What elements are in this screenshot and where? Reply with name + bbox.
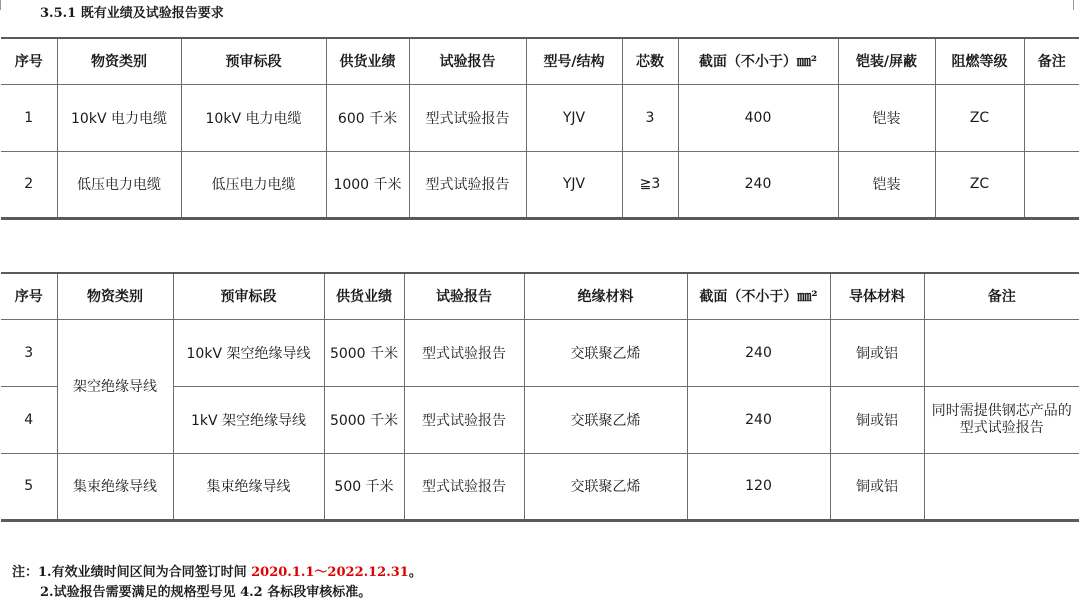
table-cell: 低压电力电缆 <box>57 151 181 218</box>
top-rule-tick-right <box>1073 0 1074 10</box>
table-cell <box>924 319 1079 386</box>
table-cell: 1 <box>1 84 57 151</box>
table1-header-cell: 芯数 <box>622 38 678 84</box>
table-cell: 型式试验报告 <box>409 84 526 151</box>
note-line-2: 2.试验报告需要满足的规格型号见 4.2 各标段审核标准。 <box>40 585 372 600</box>
table-row <box>1 84 1079 151</box>
table-performance-conductors <box>1 272 1079 522</box>
table-cell: ≧3 <box>622 151 678 218</box>
table-cell: 240 <box>687 386 830 453</box>
table2-header-cell: 序号 <box>1 273 57 319</box>
table2-header-cell: 试验报告 <box>404 273 524 319</box>
note-1-end: 。 <box>408 565 422 580</box>
table1-header-cell: 供货业绩 <box>326 38 409 84</box>
table-cell: 5000 千米 <box>324 319 404 386</box>
note-1-date-range: 2020.1.1～2022.12.31 <box>251 565 409 580</box>
table-cell <box>1024 151 1079 218</box>
table1-header-cell: 阻燃等级 <box>935 38 1024 84</box>
table-cell: ZC <box>935 84 1024 151</box>
table-cell <box>1024 84 1079 151</box>
table-cell: 3 <box>622 84 678 151</box>
table-cell: 集束绝缘导线 <box>173 453 324 520</box>
table-cell: 240 <box>687 319 830 386</box>
table-cell: 600 千米 <box>326 84 409 151</box>
table-cell: YJV <box>526 84 622 151</box>
table-cell: 2 <box>1 151 57 218</box>
table-cell: 型式试验报告 <box>404 319 524 386</box>
table-cell: 集束绝缘导线 <box>57 453 173 520</box>
table1-header-cell: 截面（不小于）㎜² <box>678 38 838 84</box>
table-cell: 铜或铝 <box>830 453 924 520</box>
note-1-text: 注：1.有效业绩时间区间为合同签订时间 <box>12 565 252 580</box>
table-row <box>1 319 1079 386</box>
remark-cell: 同时需提供钢芯产品的型式试验报告 <box>924 386 1079 453</box>
table-cell: 交联聚乙烯 <box>524 319 687 386</box>
table1-header-cell: 物资类别 <box>57 38 181 84</box>
table1-header-cell: 铠装/屏蔽 <box>838 38 935 84</box>
top-rule-tick-left <box>0 0 1 10</box>
table-cell: 低压电力电缆 <box>181 151 326 218</box>
table-cell: 400 <box>678 84 838 151</box>
section-heading: 3.5.1 既有业绩及试验报告要求 <box>40 6 224 21</box>
table-cell: 10kV 电力电缆 <box>181 84 326 151</box>
table1-header-cell: 试验报告 <box>409 38 526 84</box>
table1-header-cell: 预审标段 <box>181 38 326 84</box>
table2-header-cell: 截面（不小于）㎜² <box>687 273 830 319</box>
table1-header-cell: 型号/结构 <box>526 38 622 84</box>
table2-header-cell: 备注 <box>924 273 1079 319</box>
table-row <box>1 151 1079 218</box>
table-performance-cables <box>1 37 1079 220</box>
table-row <box>1 453 1079 520</box>
table-cell: 交联聚乙烯 <box>524 386 687 453</box>
table-cell <box>924 453 1079 520</box>
table-cell: 1kV 架空绝缘导线 <box>173 386 324 453</box>
table-cell: 5000 千米 <box>324 386 404 453</box>
table-cell: 3 <box>1 319 57 386</box>
table-cell: 500 千米 <box>324 453 404 520</box>
table1-header-cell: 序号 <box>1 38 57 84</box>
notes <box>12 563 422 603</box>
table2-header-cell: 供货业绩 <box>324 273 404 319</box>
table1-header-row <box>1 38 1079 84</box>
table-cell: 120 <box>687 453 830 520</box>
note-line-1 <box>12 563 422 583</box>
table2-header-cell: 导体材料 <box>830 273 924 319</box>
table-cell: 交联聚乙烯 <box>524 453 687 520</box>
table2-header-row <box>1 273 1079 319</box>
table-cell: 型式试验报告 <box>404 386 524 453</box>
table2-header-cell: 预审标段 <box>173 273 324 319</box>
table-cell: 10kV 架空绝缘导线 <box>173 319 324 386</box>
merged-category-cell: 架空绝缘导线 <box>57 319 173 453</box>
table-cell: 铜或铝 <box>830 319 924 386</box>
table2-header-cell: 物资类别 <box>57 273 173 319</box>
table1-header-cell: 备注 <box>1024 38 1079 84</box>
table2-header-cell: 绝缘材料 <box>524 273 687 319</box>
table-cell: 4 <box>1 386 57 453</box>
table-cell: 1000 千米 <box>326 151 409 218</box>
table-cell: 型式试验报告 <box>404 453 524 520</box>
table-cell: 240 <box>678 151 838 218</box>
table-cell: 铠装 <box>838 151 935 218</box>
table-cell: 铜或铝 <box>830 386 924 453</box>
table-cell: 10kV 电力电缆 <box>57 84 181 151</box>
table-cell: ZC <box>935 151 1024 218</box>
table-cell: YJV <box>526 151 622 218</box>
table-cell: 型式试验报告 <box>409 151 526 218</box>
table-cell: 铠装 <box>838 84 935 151</box>
table-cell: 5 <box>1 453 57 520</box>
